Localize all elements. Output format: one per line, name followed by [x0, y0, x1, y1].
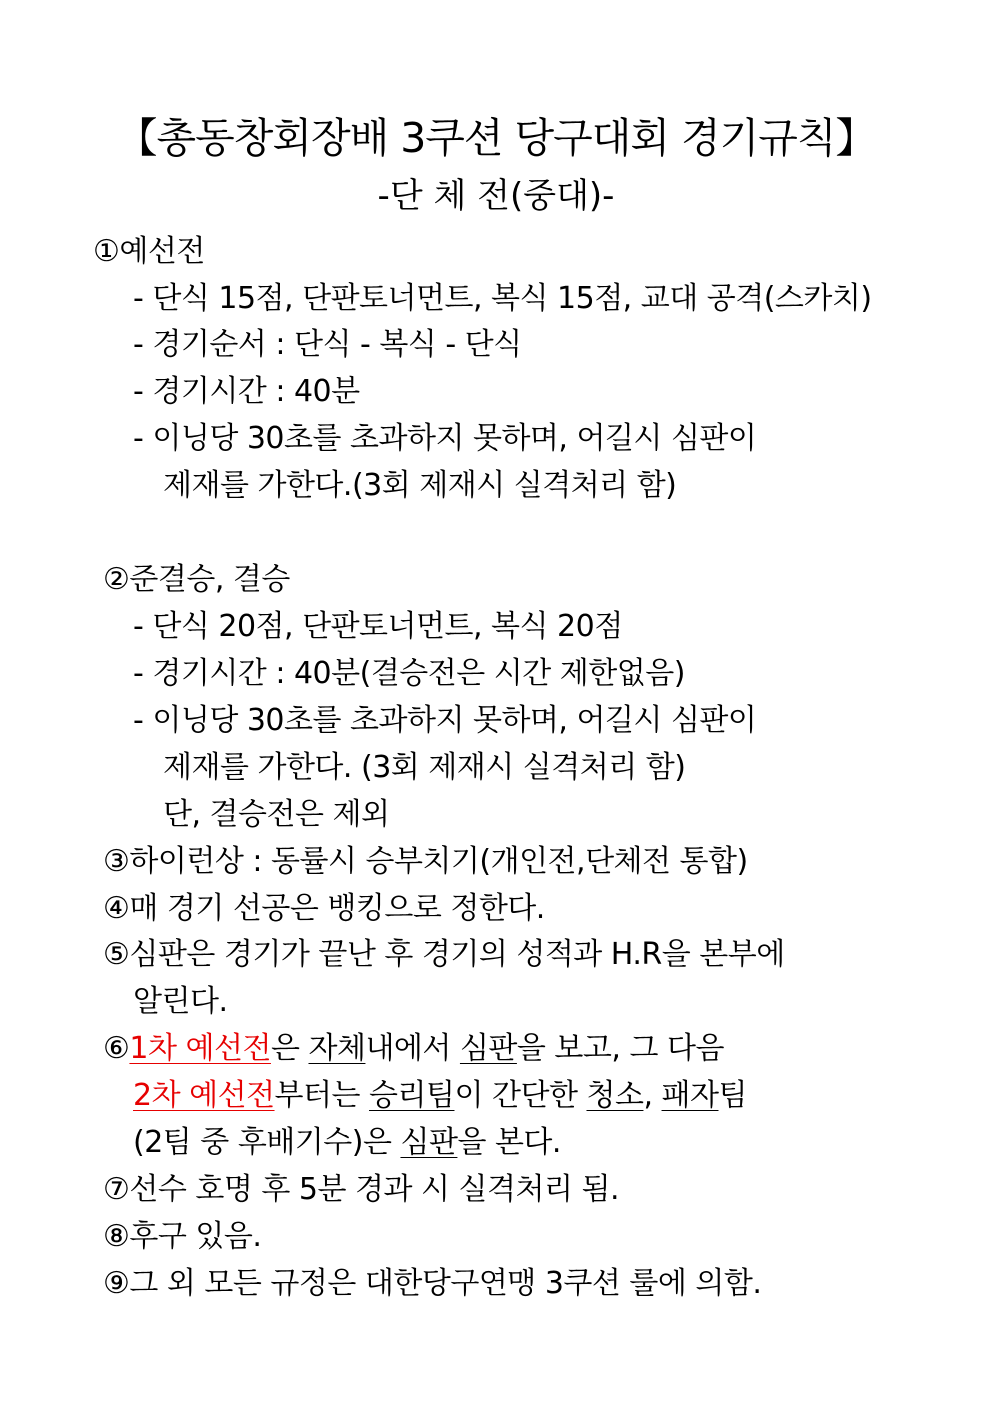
text-run: , [643, 1078, 662, 1113]
rule-high-run: ③하이런상 : 동률시 승부치기(개인전,단체전 통합) [103, 844, 748, 879]
underlined-text: 심판 [400, 1125, 458, 1160]
rule-player-call: ⑦선수 호명 후 5분 경과 시 실격처리 됨. [103, 1172, 619, 1207]
underlined-text: 자체 [308, 1031, 366, 1066]
text-run: 은 [270, 1031, 309, 1066]
section1-heading: ①예선전 [93, 234, 205, 269]
section2-item: - 단식 20점, 단판토너먼트, 복식 20점 [133, 609, 623, 644]
text-run: 부터는 [274, 1078, 370, 1113]
document-subtitle: -단 체 전(중대)- [377, 176, 615, 216]
section2-item: - 경기시간 : 40분(결승전은 시간 제한없음) [133, 656, 685, 691]
text-run: 이 간단한 [454, 1078, 587, 1113]
section2-item-continued: 단, 결승전은 제외 [163, 797, 390, 832]
rule-referee-duty-line1 [103, 1029, 724, 1069]
highlight-text: 1차 예선전 [129, 1031, 271, 1066]
text-run: 내에서 [365, 1031, 460, 1066]
text-run: 을 보고, 그 다음 [516, 1031, 724, 1066]
text-run: (2팀 중 후배기수)은 [133, 1125, 401, 1160]
text-run: 팀 [718, 1078, 747, 1113]
document-title: 【총동창회장배 3쿠션 당구대회 경기규칙】 [116, 114, 876, 162]
rule-banking: ④매 경기 선공은 뱅킹으로 정한다. [103, 891, 545, 926]
underlined-text: 패자 [661, 1078, 719, 1113]
section2-item-continued: 제재를 가한다. (3회 제재시 실격처리 함) [163, 750, 686, 785]
underlined-text: 청소 [586, 1078, 644, 1113]
underlined-text: 승리팀 [369, 1078, 455, 1113]
section1-item: - 이닝당 30초를 초과하지 못하며, 어길시 심판이 [133, 421, 757, 456]
rule-number: ⑥ [103, 1031, 130, 1066]
rule-referee-report-continued: 알린다. [133, 984, 228, 1019]
rule-referee-duty-line2 [133, 1076, 747, 1116]
section2-item: - 이닝당 30초를 초과하지 못하며, 어길시 심판이 [133, 703, 757, 738]
rule-referee-duty-line3 [133, 1123, 561, 1163]
section1-item-continued: 제재를 가한다.(3회 제재시 실격처리 함) [163, 468, 677, 503]
section1-item: - 경기순서 : 단식 - 복식 - 단식 [133, 327, 522, 362]
rule-other: ⑨그 외 모든 규정은 대한당구연맹 3쿠션 룰에 의함. [103, 1266, 762, 1301]
text-run: 을 본다. [457, 1125, 561, 1160]
section2-heading: ②준결승, 결승 [103, 562, 290, 597]
underlined-text: 심판 [459, 1031, 517, 1066]
rule-follow-shot: ⑧후구 있음. [103, 1219, 262, 1254]
section1-item: - 경기시간 : 40분 [133, 374, 360, 409]
section1-item: - 단식 15점, 단판토너먼트, 복식 15점, 교대 공격(스카치) [133, 281, 872, 316]
rule-referee-report: ⑤심판은 경기가 끝난 후 경기의 성적과 H.R을 본부에 [103, 937, 785, 972]
highlight-text: 2차 예선전 [133, 1078, 275, 1113]
